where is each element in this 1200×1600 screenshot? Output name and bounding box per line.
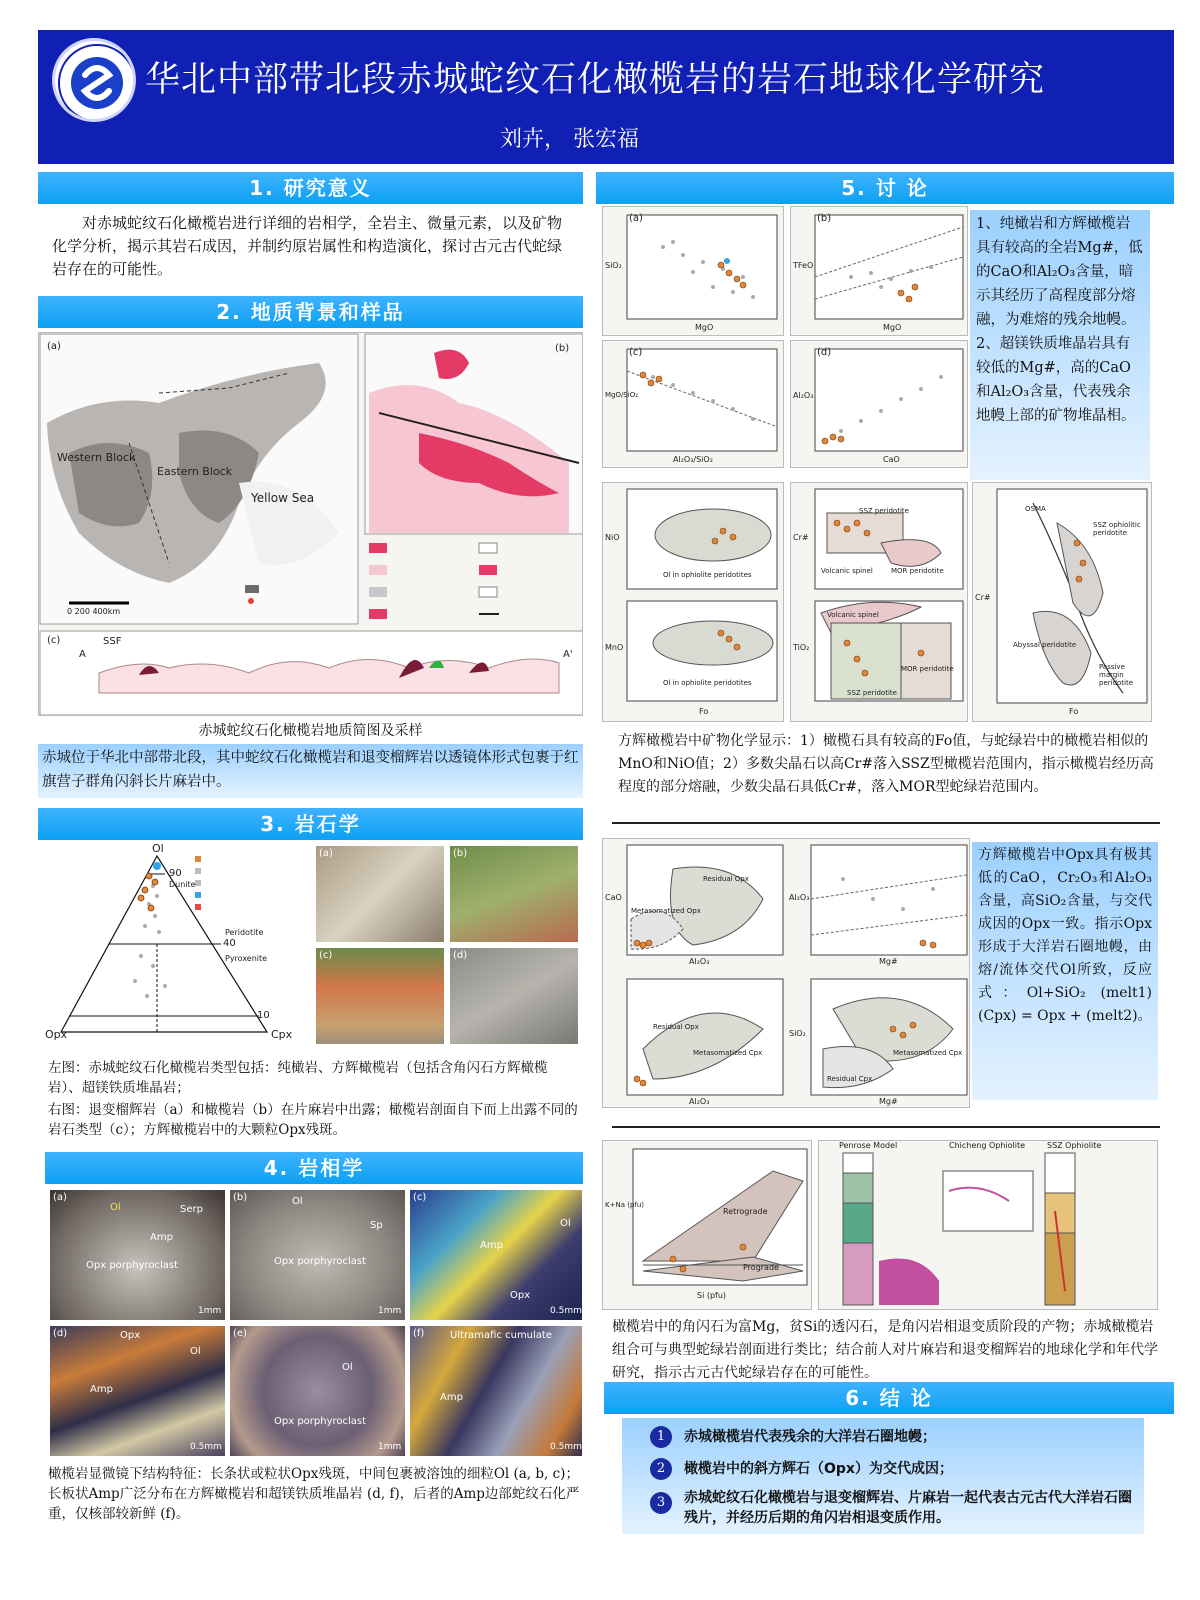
plot-focr-passive: Passive margin peridotite	[1099, 663, 1134, 687]
conclusion-num-2: 2	[650, 1458, 672, 1480]
plot-a1-xlabel: MgO	[695, 323, 714, 332]
plot-ol-xlabel: Fo	[699, 707, 709, 716]
micrograph-e	[230, 1326, 405, 1456]
outcrop-photo-a-label: (a)	[319, 848, 333, 859]
plot-opx-meta-1: Metasomatized Opx	[631, 907, 701, 915]
poster-title: 华北中部带北段赤城蛇纹石化橄榄岩的岩石地球化学研究	[145, 60, 1046, 100]
plot-sp-volcanic-2: Volcanic spinel	[827, 611, 879, 619]
micrograph-d-ol: Ol	[190, 1346, 201, 1357]
plot-sp-ti-label: TiO₂	[793, 643, 810, 652]
plot-ol-field-1: Ol in ophiolite peridotites	[663, 571, 752, 579]
map-yellow-sea: Yellow Sea	[251, 491, 315, 505]
ternary-peridotite: Peridotite	[225, 928, 264, 937]
plot-b1-xlabel: MgO	[883, 323, 902, 332]
petrography-caption: 橄榄岩显微镜下结构特征：长条状或粒状Opx残斑，中间包裹被溶蚀的细粒Ol (a, b, c)；长板状Amp广泛分布在方辉橄榄岩和超镁铁质堆晶岩 (d, f)，后者的Amp边部蛇纹石化严重，仅核部较新鲜 (f)。	[48, 1466, 580, 1522]
plot-opx-y4: SiO₂	[789, 1029, 806, 1038]
plot-fo-cr	[972, 482, 1152, 722]
ternary-cpx: Cpx	[271, 1028, 293, 1041]
micrograph-f-scale: 0.5mm	[550, 1442, 582, 1452]
micrograph-e-id: (e)	[233, 1328, 247, 1339]
plot-d1-ylabel: Al₂O₃	[793, 391, 814, 400]
ternary-40: 40	[223, 938, 236, 949]
conclusion-item-1: 赤城橄榄岩代表残余的大洋岩石圈地幔；	[684, 1429, 936, 1445]
ternary-dunite: Dunite	[169, 880, 196, 889]
section-6-header: 6. 结 论	[604, 1382, 1174, 1414]
micrograph-a-ol: Ol	[110, 1202, 121, 1213]
micrograph-e-scale: 1mm	[378, 1442, 402, 1452]
section-2-header: 2. 地质背景和样品	[38, 296, 583, 328]
micrograph-grid	[50, 1190, 582, 1458]
ternary-opx: Opx	[45, 1028, 68, 1041]
ternary-pyroxenite: Pyroxenite	[225, 954, 268, 963]
ternary-90: 90	[169, 868, 182, 879]
plot-sp-mor-1: MOR peridotite	[891, 567, 944, 575]
micrograph-a	[50, 1190, 225, 1320]
micrograph-a-serp: Serp	[180, 1204, 203, 1215]
plot-opx-x1: Al₂O₃	[689, 957, 710, 966]
outcrop-photo-b-label: (b)	[453, 848, 468, 859]
micrograph-b-ol: Ol	[292, 1196, 303, 1207]
micrograph-f-amp: Amp	[440, 1392, 463, 1403]
plot-sio2-mgo	[602, 206, 784, 336]
divider-2	[612, 1126, 1160, 1128]
micrograph-d-scale: 0.5mm	[190, 1442, 222, 1452]
micrograph-f-cumulate: Ultramafic cumulate	[450, 1330, 552, 1341]
discussion-box-2: 方辉橄榄岩中Opx具有极其低的CaO，Cr₂O₃和Al₂O₃含量，高SiO₂含量，与交代成因的Opx一致。指示Opx形成于大洋岩石圈地幔，由熔/流体交代Ol所致，反应式：Ol+SiO₂ (melt1) (Cpx) = Opx + (melt2)。	[972, 842, 1158, 1100]
micrograph-c-id: (c)	[413, 1192, 427, 1203]
micrograph-f	[410, 1326, 582, 1456]
column-penrose: Penrose Model	[839, 1141, 898, 1150]
micrograph-c-scale: 0.5mm	[550, 1306, 582, 1316]
plot-ol-mno-label: MnO	[605, 643, 624, 652]
map-western-block: Western Block	[57, 451, 136, 464]
plot-amp-retrograde: Retrograde	[723, 1207, 768, 1216]
plot-sp-mor-2: MOR peridotite	[901, 665, 954, 673]
outcrop-photo-b	[450, 846, 578, 942]
plot-b1-ylabel: TFeO	[793, 261, 814, 270]
plot-amp-prograde: Prograde	[743, 1263, 779, 1272]
divider-1	[612, 822, 1160, 824]
plot-amphibole	[602, 1140, 812, 1310]
plot-c1-ylabel: MgO/SiO₂	[605, 391, 639, 399]
micrograph-c-amp: Amp	[480, 1240, 503, 1251]
plot-opx-meta-cpx-2: Metasomatized Cpx	[893, 1049, 963, 1057]
outcrop-photo-d	[450, 948, 578, 1044]
plot-opx-y2: Al₂O₃	[789, 893, 810, 902]
ternary-diagram	[45, 842, 305, 1042]
section-a-right: A'	[563, 649, 573, 660]
amphibole-caption: 橄榄岩中的角闪石为富Mg，贫Si的透闪石，是角闪岩相退变质阶段的产物；赤城橄榄岩组合可与典型蛇绿岩剖面进行类比；结合前人对片麻岩和退变榴辉岩的地球化学和年代学研究，指示古元古代蛇绿岩存在的可能性。	[612, 1319, 1158, 1381]
micrograph-a-opx: Opx porphyroclast	[86, 1260, 179, 1271]
map-panel-a-label: (a)	[47, 341, 61, 352]
plot-olivine	[602, 482, 784, 722]
plot-d1-xlabel: CaO	[883, 455, 900, 464]
plot-focr-ssz: SSZ ophiolitic peridotite	[1093, 521, 1141, 537]
plot-b1-id: (b)	[817, 213, 832, 224]
micrograph-a-scale: 1mm	[198, 1306, 222, 1316]
plot-focr-xlabel: Fo	[1069, 707, 1079, 716]
micrograph-e-ol: Ol	[342, 1362, 353, 1373]
plot-mgo-sio2-al	[602, 340, 784, 468]
plot-spinel	[790, 482, 968, 722]
conclusion-item-3: 赤城蛇纹石化橄榄岩与退变榴辉岩、片麻岩一起代表古元古代大洋岩石圈残片，并经历后期的角闪岩相退变质作用。	[684, 1490, 1132, 1526]
plot-a1-ylabel: SiO₂	[605, 261, 622, 270]
section-a-left: A	[79, 649, 86, 660]
section-ssf-label: SSF	[103, 636, 122, 647]
micrograph-c	[410, 1190, 582, 1320]
petrology-caption-left: 左图：赤城蛇纹石化橄榄岩类型包括：纯橄岩、方辉橄榄岩（包括含角闪石方辉橄榄岩）、超镁铁质堆晶岩；	[48, 1060, 548, 1096]
plot-focr-ylabel: Cr#	[975, 593, 991, 602]
map-eastern-block: Eastern Block	[157, 465, 233, 478]
plot-opx-y1: CaO	[605, 893, 622, 902]
outcrop-photo-c	[316, 948, 444, 1044]
micrograph-f-id: (f)	[413, 1328, 425, 1339]
geology-highlight: 赤城位于华北中部带北段，其中蛇纹石化橄榄岩和退变榴辉岩以透镜体形式包裹于红旗营子群角闪斜长片麻岩中。	[38, 744, 583, 798]
plot-focr-osma: OSMA	[1025, 505, 1046, 513]
micrograph-b-scale: 1mm	[378, 1306, 402, 1316]
section-4-header: 4. 岩相学	[45, 1152, 583, 1184]
micrograph-a-id: (a)	[53, 1192, 67, 1203]
map-scale: 0 200 400km	[67, 607, 121, 616]
plot-sp-volcanic-1: Volcanic spinel	[821, 567, 873, 575]
plot-focr-abyssal: Abyssal peridotite	[1013, 641, 1077, 649]
plot-ol-nio-label: NiO	[605, 533, 620, 542]
plot-opx-meta-cpx: Metasomatized Cpx	[693, 1049, 763, 1057]
micrograph-b-id: (b)	[233, 1192, 248, 1203]
plot-amp-ylabel: K+Na (pfu)	[605, 1201, 645, 1209]
plot-c1-id: (c)	[629, 347, 643, 358]
micrograph-d-opx: Opx	[120, 1330, 141, 1341]
micrograph-d	[50, 1326, 225, 1456]
micrograph-b-opx: Opx porphyroclast	[274, 1256, 367, 1267]
plot-d1-id: (d)	[817, 347, 832, 358]
discussion-box-1: 1、纯橄岩和方辉橄榄岩具有较高的全岩Mg#，低的CaO和Al₂O₃含量，暗示其经历了高程度部分熔融，为难熔的残余地幔。 2、超镁铁质堆晶岩具有较低的Mg#，高的CaO和Al₂O₃含量，代表残余地幔上部的矿物堆晶相。	[970, 210, 1150, 480]
column-chicheng: Chicheng Ophiolite	[949, 1141, 1026, 1150]
outcrop-photo-c-label: (c)	[319, 950, 333, 961]
micrograph-e-opx: Opx porphyroclast	[274, 1416, 367, 1427]
geology-figure-caption: 赤城蛇纹石化橄榄岩地质简图及采样	[198, 723, 423, 739]
conclusion-item-2: 橄榄岩中的斜方辉石（Opx）为交代成因；	[684, 1461, 953, 1477]
plot-opx-residual-1: Residual Opx	[703, 875, 749, 883]
section-3-header: 3. 岩石学	[38, 808, 583, 840]
conclusion-box	[622, 1418, 1144, 1534]
micrograph-a-amp: Amp	[150, 1232, 173, 1243]
outcrop-photo-a	[316, 846, 444, 942]
plot-opx-residual-cpx: Residual Cpx	[827, 1075, 873, 1083]
ternary-ol: Ol	[152, 842, 164, 855]
plot-sp-cr-label: Cr#	[793, 533, 809, 542]
column-ssz: SSZ Ophiolite	[1047, 1141, 1102, 1150]
micrograph-b	[230, 1190, 405, 1320]
plot-opx-x4: Mg#	[879, 1097, 898, 1106]
plot-opx-grid	[602, 838, 970, 1108]
section-1-header: 1. 研究意义	[38, 172, 583, 204]
plot-c1-xlabel: Al₂O₃/SiO₂	[673, 455, 713, 464]
plot-al2o3-cao	[790, 340, 968, 468]
geology-map-figure	[38, 332, 583, 716]
plot-ol-field-2: Ol in ophiolite peridotites	[663, 679, 752, 687]
ternary-10: 10	[257, 1010, 270, 1021]
institute-logo	[52, 38, 136, 122]
map-panel-c-label: (c)	[47, 635, 61, 646]
micrograph-c-ol: Ol	[560, 1218, 571, 1229]
poster-authors: 刘卉， 张宏福	[500, 127, 639, 152]
micrograph-c-opx: Opx	[510, 1290, 531, 1301]
micrograph-b-sp: Sp	[370, 1220, 383, 1231]
section-5-header: 5. 讨 论	[596, 172, 1174, 204]
plot-a1-id: (a)	[629, 213, 643, 224]
micrograph-d-id: (d)	[53, 1328, 68, 1339]
plot-sp-ssz-1: SSZ peridotite	[859, 507, 909, 515]
ophiolite-columns	[818, 1140, 1158, 1310]
conclusion-num-3: 3	[650, 1492, 672, 1514]
mineral-chemistry-caption: 方辉橄榄岩中矿物化学显示：1）橄榄石具有较高的Fo值，与蛇绿岩中的橄榄岩相似的MnO和NiO值；2）多数尖晶石以高Cr#落入SSZ型橄榄岩范围内，指示橄榄岩经历高程度的部分熔融，少数尖晶石具低Cr#，落入MOR型蛇绿岩范围内。	[618, 733, 1154, 795]
plot-opx-residual-2: Residual Opx	[653, 1023, 699, 1031]
micrograph-d-amp: Amp	[90, 1384, 113, 1395]
plot-opx-x2: Mg#	[879, 957, 898, 966]
plot-tfeo-mgo	[790, 206, 968, 336]
section-1-body: 对赤城蛇纹石化橄榄岩进行详细的岩相学，全岩主、微量元素，以及矿物化学分析，揭示其岩石成因，并制约原岩属性和构造演化，探讨古元古代蛇绿岩存在的可能性。	[52, 214, 563, 278]
petrology-caption-right: 右图：退变榴辉岩（a）和橄榄岩（b）在片麻岩中出露；橄榄岩剖面自下而上出露不同的岩石类型（c）；方辉橄榄岩中的大颗粒Opx残斑。	[48, 1102, 578, 1138]
map-panel-b-label: (b)	[555, 343, 570, 354]
outcrop-photo-d-label: (d)	[453, 950, 468, 961]
plot-amp-xlabel: Si (pfu)	[697, 1291, 727, 1300]
conclusion-num-1: 1	[650, 1426, 672, 1448]
plot-sp-ssz-2: SSZ peridotite	[847, 689, 897, 697]
plot-opx-x3: Al₂O₃	[689, 1097, 710, 1106]
